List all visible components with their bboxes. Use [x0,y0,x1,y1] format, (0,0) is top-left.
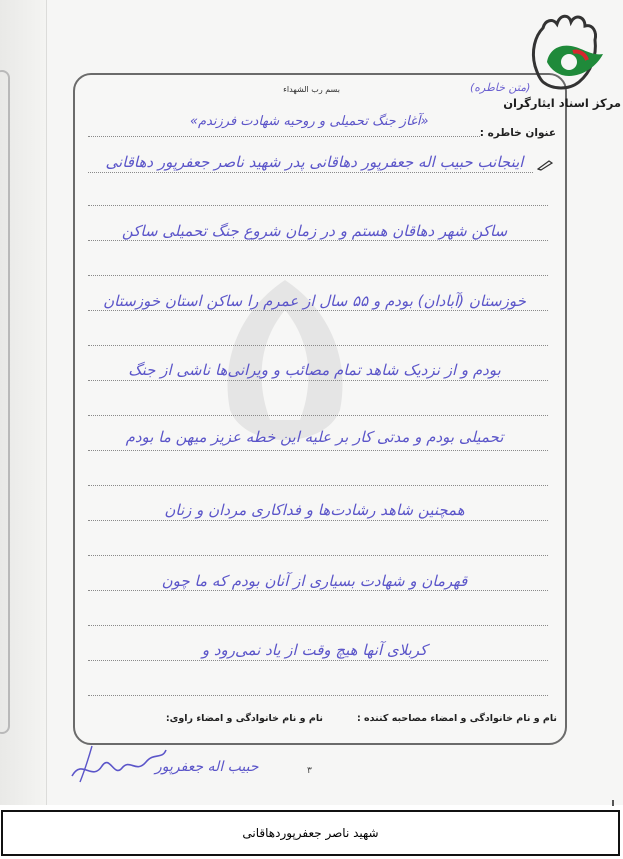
handwritten-line: قهرمان و شهادت بسیاری از آنان بودم که ما چون [161,572,468,590]
pen-icon [537,159,553,171]
ruled-line [88,485,548,486]
ruled-line [88,415,548,416]
interviewer-signature-label: نام و نام خانوادگی و امضاء مصاحبه کننده : [356,713,557,724]
ruled-line [88,240,548,241]
narrator-signature-name: حبیب اله جعفرپور [155,759,259,775]
memory-title-value: «آغاز جنگ تحمیلی و روحیه شهادت فرزندم» [190,114,429,129]
ruled-line [88,555,548,556]
ruled-line [88,520,548,521]
ruled-line [88,660,548,661]
edge-mark [612,800,614,806]
handwritten-line: تحمیلی بودم و مدتی کار بر علیه این خطه عزیز میهن ما بودم [125,428,504,446]
ruled-line [88,310,548,311]
ruled-line [88,625,548,626]
ruled-line [88,345,548,346]
binding-edge [0,70,10,734]
ruled-line [88,695,548,696]
title-dotted-line [88,136,480,137]
ruled-line [88,205,548,206]
narrator-signature-label: نام و نام خانوادگی و امضاء راوی: [165,713,323,724]
ruled-line [88,275,548,276]
caption-text: شهید ناصر جعفرپوردهاقانی [242,826,379,840]
ruled-line [88,380,548,381]
handwritten-line: خوزستان (آبادان) بودم و ۵۵ سال از عمرم را ساکن استان خوزستان [103,292,526,310]
memory-title-label: عنوان خاطره : [479,127,556,139]
handwritten-line: ساکن شهر دهاقان هستم و در زمان شروع جنگ تحمیلی ساکن [121,222,508,240]
logo-wordmark: مرکز اسناد ایثارگران [503,96,621,110]
corner-handwritten-note: (متن خاطره) [470,81,531,94]
binding-strip [0,0,47,805]
handwritten-line: اینجانب حبیب اله جعفرپور دهاقانی پدر شهید ناصر جعفرپور دهاقانی [105,153,524,171]
ruled-line [88,172,533,173]
page-number: ۳ [307,766,312,776]
caption-box [1,810,620,856]
ruled-line [88,450,548,451]
handwritten-line: همچنین شاهد رشادت‌ها و فداکاری مردان و زنان [164,501,465,519]
bismillah-header: بسم رب الشهداء [283,85,340,94]
handwritten-line: بودم و از نزدیک شاهد تمام مصائب و ویرانی‌ها ناشی از جنگ [128,361,501,379]
ruled-line [88,590,548,591]
handwritten-line: کربلای آنها هیچ وقت از یاد نمی‌رود و [201,641,428,659]
